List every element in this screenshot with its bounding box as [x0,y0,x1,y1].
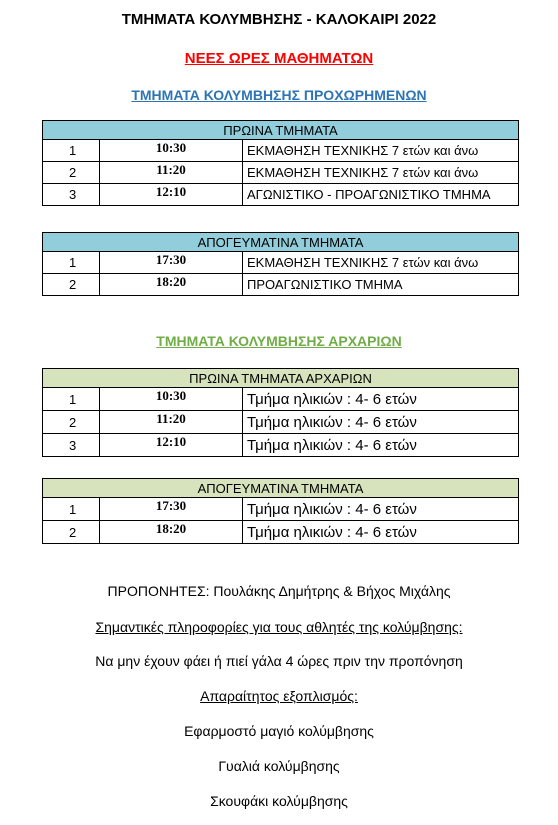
equipment-item: Σκουφάκι κολύμβησης [210,793,348,809]
row-description: Τμήμα ηλικιών : 4- 6 ετών [243,434,519,457]
table-header: ΑΠΟΓΕΥΜΑΤΙΝΑ ΤΜΗΜΑΤΑ [43,233,519,252]
row-time: 18:20 [100,274,243,296]
table-row [43,498,519,521]
page-title: ΤΜΗΜΑΤΑ ΚΟΛΥΜΒΗΣΗΣ - ΚΑΛΟΚΑΙΡΙ 2022 [121,11,437,28]
page-subtitle: ΝΕΕΣ ΩΡΕΣ ΜΑΘΗΜΑΤΩΝ [184,50,374,67]
table-header: ΠΡΩΙΝΑ ΤΜΗΜΑΤΑ [43,121,519,140]
row-number: 2 [43,274,100,296]
beginners-morning-table [42,368,519,457]
row-time: 11:20 [100,162,243,184]
row-description: ΕΚΜΑΘΗΣΗ ΤΕΧΝΙΚΗΣ 7 ετών και άνω [243,140,519,162]
row-number: 1 [43,388,100,411]
table-row [43,184,519,206]
beginners-afternoon-table [42,478,519,544]
row-description: ΕΚΜΑΘΗΣΗ ΤΕΧΝΙΚΗΣ 7 ετών και άνω [243,252,519,274]
table-row [43,252,519,274]
advanced-morning-table [42,120,519,206]
row-number: 3 [43,184,100,206]
row-number: 2 [43,162,100,184]
table-row [43,162,519,184]
row-number: 1 [43,252,100,274]
row-description: ΕΚΜΑΘΗΣΗ ΤΕΧΝΙΚΗΣ 7 ετών και άνω [243,162,519,184]
row-number: 3 [43,434,100,457]
table-row [43,411,519,434]
row-description: ΑΓΩΝΙΣΤΙΚΟ - ΠΡΟΑΓΩΝΙΣΤΙΚΟ ΤΜΗΜΑ [243,184,519,206]
row-description: Τμήμα ηλικιών : 4- 6 ετών [243,498,519,521]
row-time: 12:10 [100,434,243,457]
coaches-line: ΠΡΟΠΟΝΗΤΕΣ: Πουλάκης Δημήτρης & Βήχος Μιχάλης [107,583,451,599]
equipment-item: Γυαλιά κολύμβησης [218,758,340,774]
row-time: 10:30 [100,140,243,162]
advanced-afternoon-table [42,232,519,296]
row-number: 2 [43,411,100,434]
equipment-heading: Απαραίτητος εξοπλισμός: [200,688,358,704]
table-header: ΠΡΩΙΝΑ ΤΜΗΜΑΤΑ ΑΡΧΑΡΙΩΝ [43,369,519,388]
row-time: 18:20 [100,521,243,544]
table-row [43,274,519,296]
milk-note: Να μην έχουν φάει ή πιεί γάλα 4 ώρες πριν την προπόνηση [95,653,463,669]
row-time: 12:10 [100,184,243,206]
row-time: 10:30 [100,388,243,411]
row-number: 2 [43,521,100,544]
row-number: 1 [43,140,100,162]
table-row [43,388,519,411]
row-description: Τμήμα ηλικιών : 4- 6 ετών [243,521,519,544]
row-time: 17:30 [100,498,243,521]
row-description: Τμήμα ηλικιών : 4- 6 ετών [243,388,519,411]
table-row [43,140,519,162]
row-description: ΠΡΟΑΓΩΝΙΣΤΙΚΟ ΤΜΗΜΑ [243,274,519,296]
advanced-heading: ΤΜΗΜΑΤΑ ΚΟΛΥΜΒΗΣΗΣ ΠΡΟΧΩΡΗΜΕΝΩΝ [131,87,427,103]
table-row [43,434,519,457]
beginners-heading: ΤΜΗΜΑΤΑ ΚΟΛΥΜΒΗΣΗΣ ΑΡΧΑΡΙΩΝ [156,333,402,349]
row-number: 1 [43,498,100,521]
row-time: 17:30 [100,252,243,274]
row-time: 11:20 [100,411,243,434]
equipment-item: Εφαρμοστό μαγιό κολύμβησης [184,723,374,739]
table-row [43,521,519,544]
row-description: Τμήμα ηλικιών : 4- 6 ετών [243,411,519,434]
important-info-heading: Σημαντικές πληροφορίες για τους αθλητές της κολύμβησης: [95,619,463,635]
table-header: ΑΠΟΓΕΥΜΑΤΙΝΑ ΤΜΗΜΑΤΑ [43,479,519,498]
